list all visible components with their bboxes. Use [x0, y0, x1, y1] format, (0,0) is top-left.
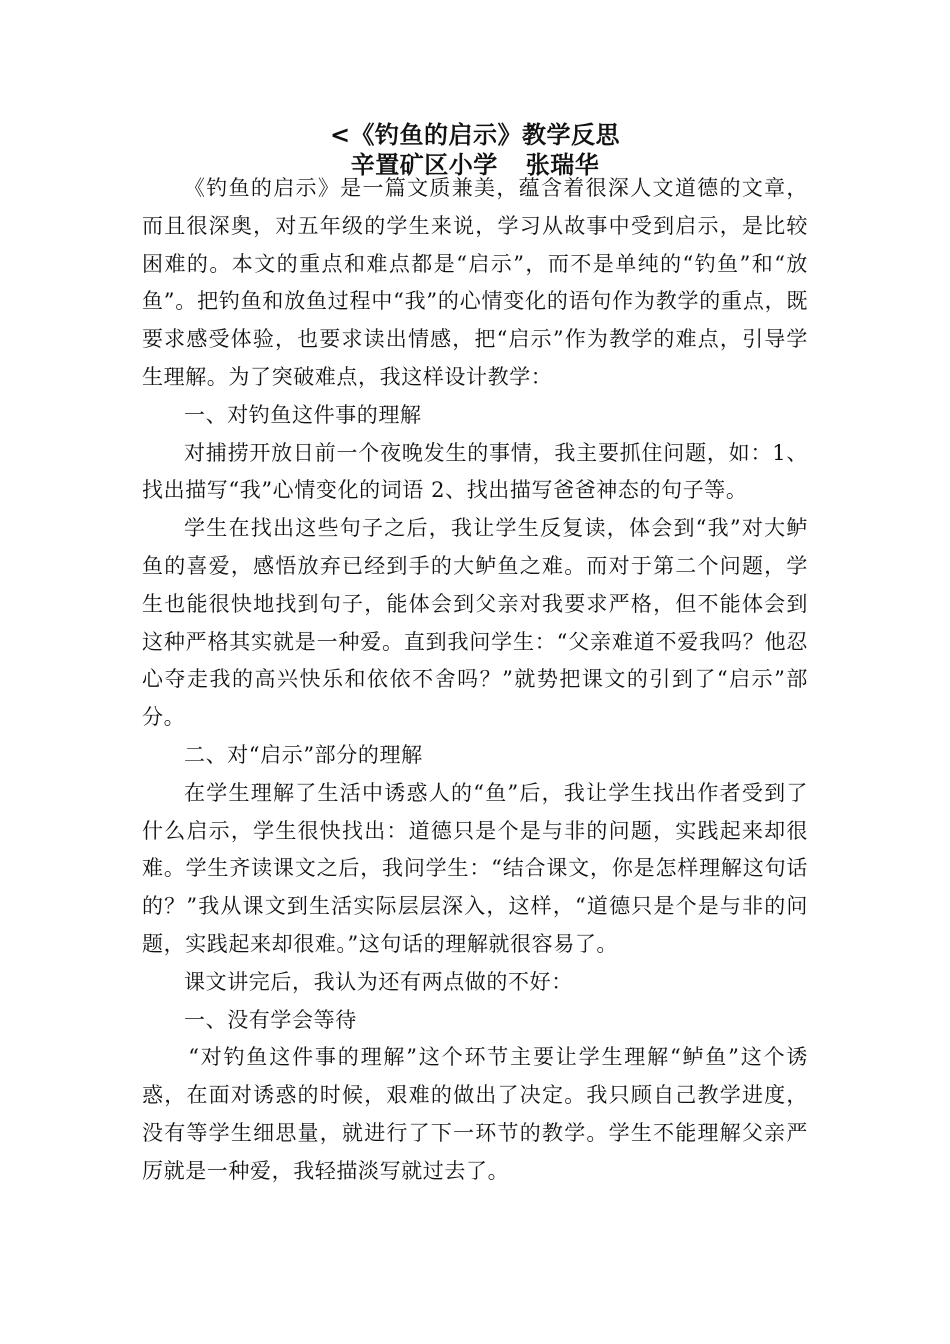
paragraph: 课文讲完后，我认为还有两点做的不好：: [184, 969, 573, 994]
document-body: [142, 170, 808, 1191]
section-heading: 二、对“启示”部分的理解: [184, 742, 423, 767]
paragraph: 对捕捞开放日前一个夜晚发生的事情，我主要抓住问题，如：1、找出描写“我”心情变化的词语 2、找出描写爸爸神态的句子等。: [142, 440, 808, 503]
document-title: <《钓鱼的启示》教学反思: [329, 120, 621, 149]
section-heading: 一、没有学会等待: [184, 1007, 357, 1032]
paragraph: 学生在找出这些句子之后，我让学生反复读，体会到“我”对大鲈鱼的喜爱，感悟放弃已经到手的大鲈鱼之难。而对于第二个问题，学生也能很快地找到句子，能体会到父亲对我要求严格，但不能体会到这种严格其实就是一种爱。直到我问学生：“父亲难道不爱我吗？他忍心夺走我的高兴快乐和依依不舍吗？”就势把课文的引到了“启示”部分。: [142, 516, 808, 730]
author-name: 张瑞华: [525, 150, 600, 179]
author-school: 辛置矿区小学: [350, 150, 498, 179]
paragraph: 在学生理解了生活中诱惑人的“鱼”后，我让学生找出作者受到了什么启示，学生很快找出：道德只是个是与非的问题，实践起来却很难。学生齐读课文之后，我问学生：“结合课文，你是怎样理解这句话的？”我从课文到生活实际层层深入，这样，“道德只是个是与非的问题，实践起来却很难。”这句话的理解就很容易了。: [142, 780, 808, 956]
paragraph: “对钓鱼这件事的理解”这个环节主要让学生理解“鲈鱼”这个诱惑，在面对诱惑的时候，艰难的做出了决定。我只顾自己教学进度，没有等学生细思量，就进行了下一环节的教学。学生不能理解父亲严厉就是一种爱，我轻描淡写就过去了。: [142, 1045, 808, 1183]
section-heading: 一、对钓鱼这件事的理解: [184, 402, 422, 427]
paragraph: 《钓鱼的启示》是一篇文质兼美，蕴含着很深人文道德的文章，而且很深奥，对五年级的学生来说，学习从故事中受到启示，是比较困难的。本文的重点和难点都是“启示”，而不是单纯的“钓鱼”和“放鱼”。把钓鱼和放鱼过程中“我”的心情变化的语句作为教学的重点，既要求感受体验，也要求读出情感，把“启示”作为教学的难点，引导学生理解。为了突破难点，我这样设计教学：: [142, 176, 808, 389]
